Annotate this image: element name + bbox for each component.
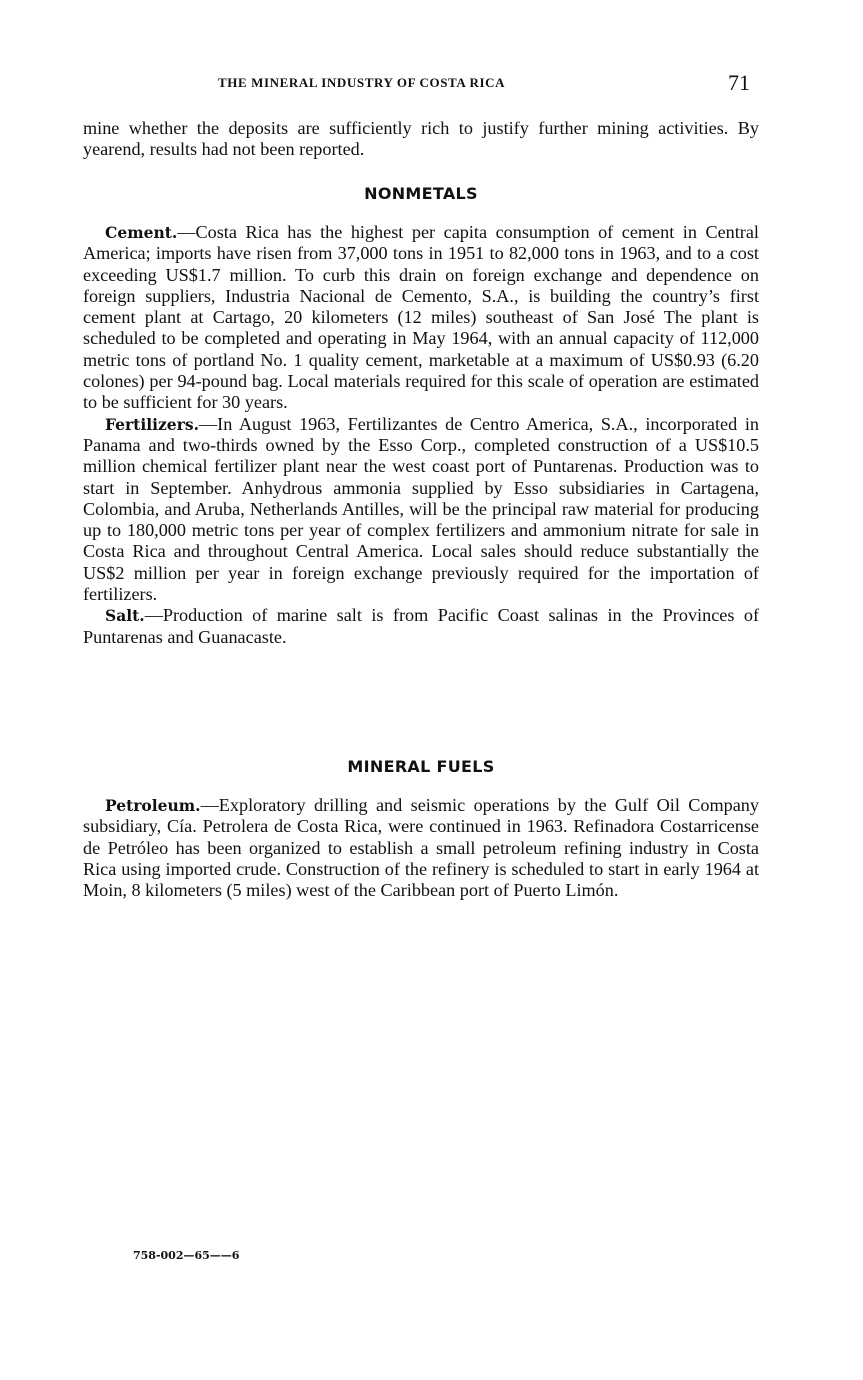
cement-paragraph	[83, 222, 759, 414]
mineral-fuels-heading: MINERAL FUELS	[347, 757, 495, 776]
nonmetals-section	[83, 222, 759, 648]
intro-paragraph	[83, 118, 759, 161]
cement-label: Cement.	[105, 223, 178, 242]
salt-text: —Production of marine salt is from Pacific Coast salinas in the Provinces of Puntarenas and Guanacaste.	[83, 605, 759, 647]
page-number: 71	[728, 70, 750, 95]
salt-paragraph	[83, 605, 759, 648]
mineral-fuels-section	[83, 795, 759, 901]
cement-text: —Costa Rica has the highest per capita consumption of cement in Central America; imports have risen from 37,000 tons in 1951 to 82,000 tons in 1963, and to a cost exceeding US$1.7 million. To curb this drain on foreign exchange and dependence on foreign suppliers, Industria Nacional de Cemento, S.A., is building the country’s first cement plant at Cartago, 20 kilometers (12 miles) southeast of San José The plant is scheduled to be completed and operating in May 1964, with an annual capacity of 112,000 metric tons of portland No. 1 quality cement, marketable at a maximum of US$0.93 (6.20 colones) per 94-pound bag. Local materials required for this scale of operation are estimated to be sufficient for 30 years.	[83, 222, 759, 413]
nonmetals-heading: NONMETALS	[364, 184, 478, 203]
fertilizers-label: Fertilizers.	[105, 414, 199, 434]
petroleum-label: Petroleum.	[105, 796, 201, 815]
petroleum-text: —Exploratory drilling and seismic operations by the Gulf Oil Company subsidiary, Cía. Petrolera de Costa Rica, were continued in 1963. Refinadora Costarricense de Petróleo has been organized to establish a small petroleum refining industry in Costa Rica using imported crude. Construction of the refinery is scheduled to start in early 1964 at Moin, 8 kilometers (5 miles) west of the Caribbean port of Puerto Limón.	[83, 795, 759, 901]
print-code: 758-002—65——6	[133, 1249, 240, 1262]
fertilizers-paragraph	[83, 414, 759, 606]
intro-text: mine whether the deposits are sufficiently rich to justify further mining activities. By yearend, results had not been reported.	[83, 118, 759, 160]
fertilizers-text: —In August 1963, Fertilizantes de Centro America, S.A., incorporated in Panama and two-thirds owned by the Esso Corp., completed construction of a US$10.5 million chemical fertilizer plant near the west coast port of Puntarenas. Production was to start in September. Anhydrous ammonia supplied by Esso subsidiaries in Cartagena, Colombia, and Aruba, Netherlands Antilles, will be the principal raw material for producing up to 180,000 metric tons per year of complex fertilizers and ammonium nitrate for sale in Costa Rica and throughout Central America. Local sales should reduce substantially the US$2 million per year in foreign exchange previously required for the importation of fertilizers.	[83, 413, 759, 605]
petroleum-paragraph	[83, 795, 759, 901]
salt-label: Salt.	[105, 606, 145, 626]
running-title: THE MINERAL INDUSTRY OF COSTA RICA	[218, 75, 506, 90]
